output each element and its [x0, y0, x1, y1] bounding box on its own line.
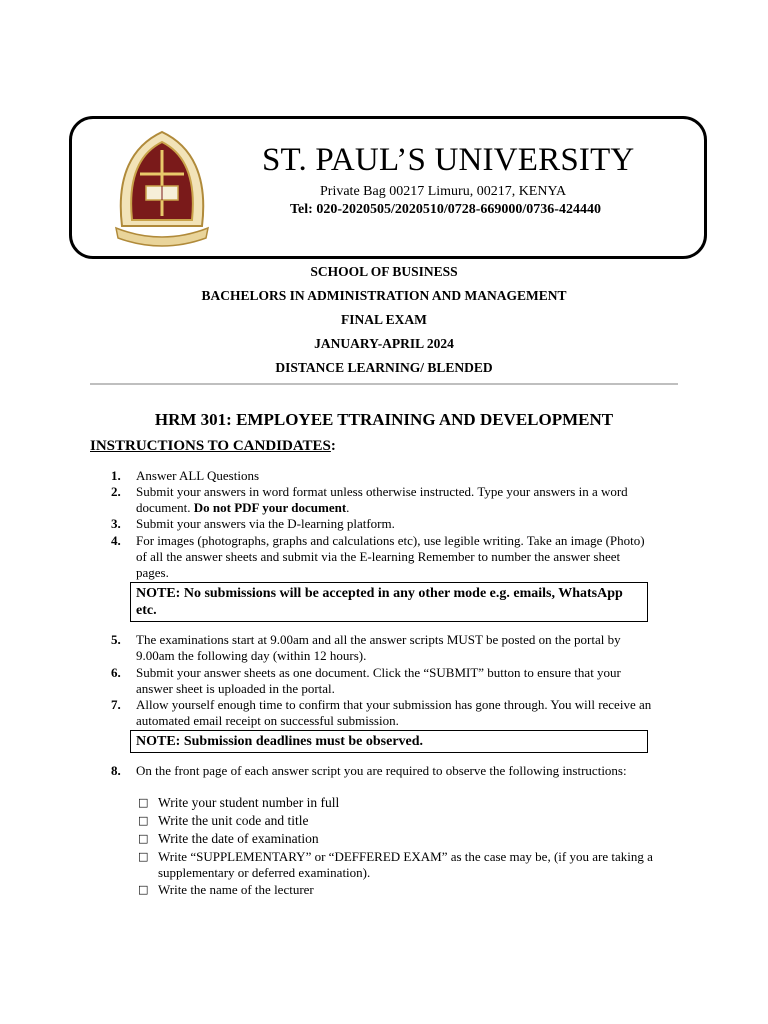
item-number: 4.	[111, 533, 121, 548]
instruction-item: For images (photographs, graphs and calculations etc), use legible writing. Take an image (Photo) of all the answer sheets and submit via the E-learning Remember to number the answer sheet pages.	[136, 533, 645, 580]
checkbox-icon: □	[138, 883, 149, 896]
exam-type: FINAL EXAM	[341, 312, 427, 327]
checkbox-icon: □	[138, 832, 149, 845]
checkbox-icon: □	[138, 814, 149, 827]
item-number: 2.	[111, 484, 121, 499]
note-box: NOTE: Submission deadlines must be observed.	[130, 730, 648, 753]
instruction-item: On the front page of each answer script you are required to observe the following instructions:	[136, 763, 627, 778]
university-telephone: Tel: 020-2020505/2020510/0728-669000/0736-424440	[290, 202, 601, 217]
item-number: 6.	[111, 665, 121, 680]
instructions-heading-colon: :	[330, 438, 336, 454]
item-number: 7.	[111, 697, 121, 712]
university-seal-logo	[106, 128, 218, 248]
item-number: 1.	[111, 468, 121, 483]
instruction-text-end: .	[346, 500, 350, 515]
sub-instruction: Write the name of the lecturer	[158, 882, 314, 897]
sub-instruction: Write the date of examination	[158, 831, 319, 846]
sub-instruction: Write “SUPPLEMENTARY” or “DEFFERED EXAM” as the case may be, (if you are taking a supplementary or deferred examination).	[158, 849, 653, 880]
university-name: ST. PAUL’S UNIVERSITY	[262, 142, 635, 178]
instruction-item: Submit your answer sheets as one document. Click the “SUBMIT” button to ensure that your answer sheet is uploaded in the portal.	[136, 665, 621, 696]
instructions-heading	[90, 438, 336, 455]
sub-instruction: Write the unit code and title	[158, 813, 309, 828]
checkbox-icon: □	[138, 850, 149, 863]
instruction-text: Submit your answers in word format unless otherwise instructed. Type your answers in a word document.	[136, 484, 628, 515]
item-number: 3.	[111, 516, 121, 531]
instruction-item: The examinations start at 9.00am and all the answer scripts MUST be posted on the portal by 9.00am the following day (within 12 hours).	[136, 632, 621, 663]
programme-name: BACHELORS IN ADMINISTRATION AND MANAGEMENT	[201, 288, 567, 303]
item-number: 5.	[111, 632, 121, 647]
note-box: NOTE: No submissions will be accepted in any other mode e.g. emails, WhatsApp etc.	[130, 582, 648, 622]
instructions-heading-text: INSTRUCTIONS TO CANDIDATES	[90, 438, 331, 454]
instruction-item: Submit your answers via the D-learning platform.	[136, 516, 395, 531]
university-address: Private Bag 00217 Limuru, 00217, KENYA	[320, 184, 567, 199]
divider	[90, 383, 678, 385]
exam-period: JANUARY-APRIL 2024	[314, 336, 454, 351]
item-number: 8.	[111, 763, 121, 778]
instruction-item: Answer ALL Questions	[136, 468, 260, 483]
study-mode: DISTANCE LEARNING/ BLENDED	[275, 360, 493, 375]
instruction-item: Allow yourself enough time to confirm that your submission has gone through. You will receive an automated email receipt on successful submission.	[136, 697, 652, 728]
instruction-item	[136, 484, 656, 516]
sub-instruction: Write your student number in full	[158, 795, 340, 810]
course-title: HRM 301: EMPLOYEE TTRAINING AND DEVELOPMENT	[154, 410, 614, 429]
school-name: SCHOOL OF BUSINESS	[310, 264, 458, 279]
instruction-bold-text: Do not PDF your document	[193, 500, 347, 515]
checkbox-icon: □	[138, 796, 149, 809]
